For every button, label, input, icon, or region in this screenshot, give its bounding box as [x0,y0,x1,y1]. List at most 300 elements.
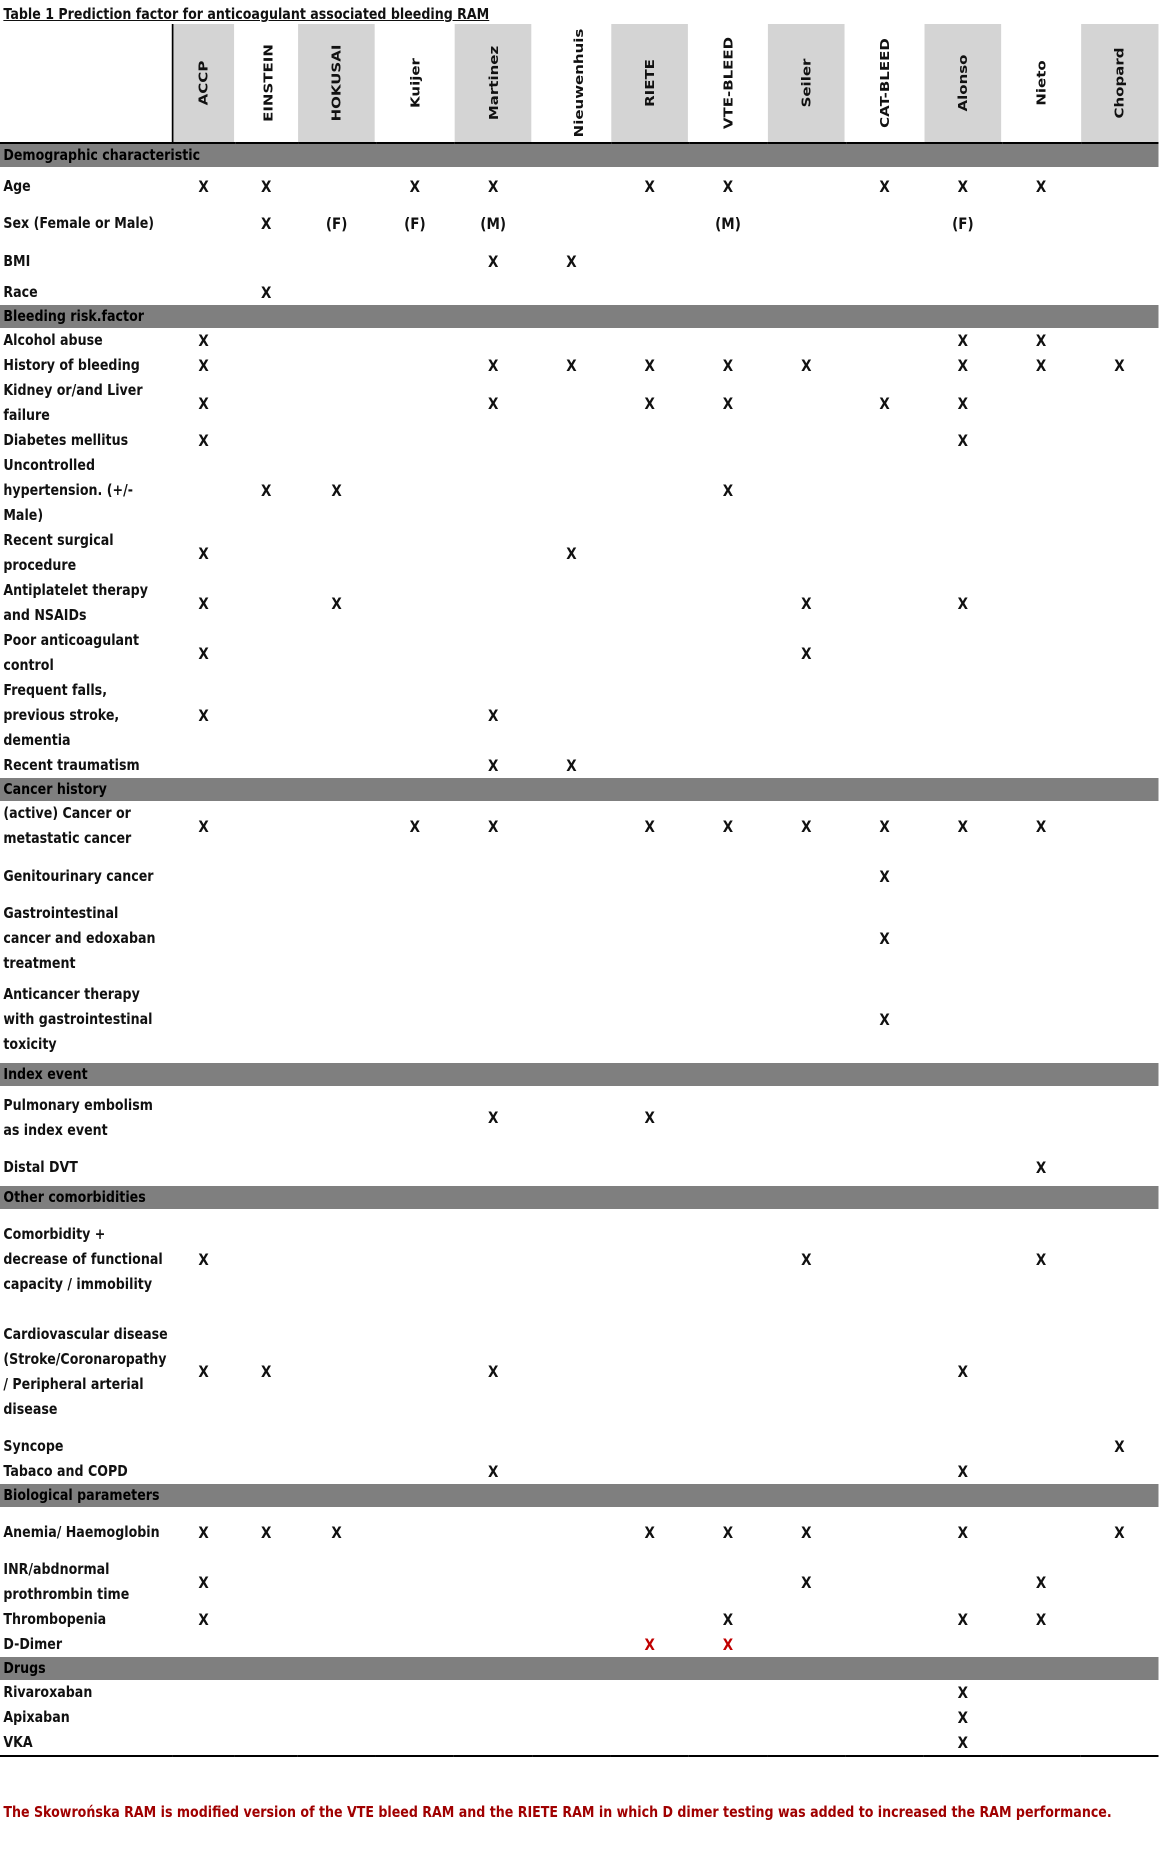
mark-cell: X [409,176,421,196]
mark-cell [845,528,923,578]
footnote: The Skowrońska RAM is modified version of the VTE bleed RAM and the RIETE RAM in which D dimer testing was added to increased the RAM performance. [3,1803,1112,1821]
table-row [0,678,1159,753]
mark-cell: (F) [404,214,426,233]
mark-cell [767,1309,845,1434]
mark-cell: X [957,1362,969,1381]
mark-cell [532,1149,610,1186]
mark-cell [611,1730,689,1756]
mark-cell [235,1086,298,1149]
mark-cell [235,851,298,901]
mark-cell: X [722,176,734,196]
mark-cell: X [957,393,969,413]
corner-cell [0,24,172,143]
mark-cell [376,753,454,778]
mark-cell [845,1632,923,1657]
mark-cell [235,528,298,578]
mark-cell [767,976,845,1063]
mark-cell: (F) [325,214,348,233]
mark-cell: X [879,176,890,196]
mark-cell: X [801,1522,812,1542]
mark-cell: X [198,1249,209,1269]
mark-cell [924,1632,1002,1657]
mark-cell [767,1730,845,1756]
mark-cell [689,851,767,901]
mark-cell: X [957,176,969,196]
mark-cell: X [801,1249,812,1269]
table-row [0,1705,1159,1730]
mark-cell [1080,1680,1158,1705]
mark-cell: X [879,393,890,413]
mark-cell [689,976,767,1063]
mark-cell [532,1730,610,1756]
mark-cell: X [198,1522,209,1542]
mark-cell [297,801,375,851]
table-row [0,578,1159,628]
mark-cell: X [198,356,209,375]
row-label: Cardiovascular disease (Stroke/Coronaropathy / Peripheral arterial disease [3,1324,168,1418]
mark-cell: X [801,356,812,375]
row-label: Antiplatelet therapy and NSAIDs [3,581,148,624]
model-header-hokusai: HOKUSAI [297,24,375,143]
mark-cell [924,678,1002,753]
mark-cell: X [957,331,969,350]
mark-cell [845,1607,923,1632]
mark-cell [611,1607,689,1632]
mark-cell [1080,678,1158,753]
table-row [0,976,1159,1063]
mark-cell [845,1459,923,1484]
mark-cell: X [331,593,342,613]
model-header-accp: ACCP [172,24,235,143]
mark-cell [376,1086,454,1149]
mark-cell [845,678,923,753]
table-row [0,328,1159,353]
mark-cell [376,1632,454,1657]
mark-cell [1002,753,1080,778]
section-header-row [0,1657,1159,1680]
row-label: Recent surgical procedure [3,531,114,574]
table-row [0,1680,1159,1705]
mark-cell: X [879,816,890,836]
model-header-einstein: EINSTEIN [235,24,298,143]
table-row [0,1209,1159,1309]
section-header-row [0,778,1159,801]
mark-cell: X [722,481,734,500]
mark-cell [924,976,1002,1063]
mark-cell [924,1209,1002,1309]
mark-cell [376,1557,454,1607]
mark-cell [235,1434,298,1459]
section-title: Index event [0,1063,1159,1086]
mark-cell: X [260,176,272,196]
row-label: Frequent falls, previous stroke, dementia [3,681,120,749]
mark-cell: X [879,866,890,886]
mark-cell: X [1035,1610,1047,1629]
mark-cell: X [198,706,209,725]
mark-cell: X [566,756,577,775]
mark-cell [235,678,298,753]
mark-cell [297,528,375,578]
section-title: Other comorbidities [0,1186,1159,1209]
mark-cell [297,328,375,353]
mark-cell [1002,628,1080,678]
table-row [0,280,1159,305]
mark-cell [1080,976,1158,1063]
mark-cell [532,976,610,1063]
mark-cell [297,1607,375,1632]
mark-cell: X [1114,356,1125,375]
mark-cell [172,242,235,280]
mark-cell [1002,578,1080,628]
mark-cell [454,1209,532,1309]
row-label: Sex (Female or Male) [3,214,155,232]
table-row [0,378,1159,428]
model-header-martinez: Martinez [454,24,532,143]
mark-cell [611,901,689,976]
mark-cell [454,1632,532,1657]
mark-cell: X [957,356,969,375]
mark-cell [172,1730,235,1756]
mark-cell [845,578,923,628]
mark-cell [297,1149,375,1186]
mark-cell [1002,1309,1080,1434]
mark-cell [1002,901,1080,976]
mark-cell [235,1149,298,1186]
mark-cell [689,1309,767,1434]
mark-cell: X [331,1522,342,1542]
mark-cell [689,753,767,778]
mark-cell [845,1309,923,1434]
section-header-row [0,305,1159,328]
mark-cell [1080,578,1158,628]
mark-cell [235,328,298,353]
mark-cell [532,901,610,976]
mark-cell [172,205,235,242]
mark-cell [1002,976,1080,1063]
mark-cell [924,453,1002,528]
mark-cell: X [1035,816,1047,836]
mark-cell [1080,167,1158,205]
mark-cell: X [1035,331,1047,350]
mark-cell: X [722,1635,734,1654]
row-label: Kidney or/and Liver failure [3,381,143,424]
row-label: Comorbidity + decrease of functional capacity / immobility [3,1224,163,1293]
model-header-cat-bleed: CAT-BLEED [845,24,923,143]
mark-cell [689,1086,767,1149]
mark-cell [611,242,689,280]
row-label: Anticancer therapy with gastrointestinal toxicity [3,985,153,1053]
mark-cell [924,1557,1002,1607]
mark-cell [172,1086,235,1149]
mark-cell: X [566,356,577,375]
mark-cell [297,428,375,453]
mark-cell [767,1680,845,1705]
mark-cell [297,1209,375,1309]
mark-cell [1080,280,1158,305]
mark-cell [845,1434,923,1459]
mark-cell: X [1035,1249,1047,1269]
mark-cell [767,280,845,305]
mark-cell [172,1680,235,1705]
mark-cell [297,753,375,778]
mark-cell [376,1507,454,1557]
section-title: Drugs [0,1657,1159,1680]
mark-cell [1080,1309,1158,1434]
row-label: Genitourinary cancer [3,866,154,885]
mark-cell: X [198,431,209,450]
mark-cell [172,1705,235,1730]
mark-cell [235,1730,298,1756]
mark-cell [611,1309,689,1434]
mark-cell [532,1209,610,1309]
mark-cell [532,1459,610,1484]
section-title: Cancer history [0,778,1159,801]
mark-cell [1080,1209,1158,1309]
table-row [0,453,1159,528]
mark-cell: X [957,593,969,613]
mark-cell [376,1149,454,1186]
mark-cell [924,1434,1002,1459]
mark-cell [767,1149,845,1186]
mark-cell [924,1086,1002,1149]
mark-cell [845,453,923,528]
mark-cell [924,901,1002,976]
mark-cell [1080,453,1158,528]
mark-cell [1080,1730,1158,1756]
mark-cell [235,428,298,453]
table-row [0,1730,1159,1756]
mark-cell [297,1557,375,1607]
mark-cell [454,1507,532,1557]
mark-cell [767,1705,845,1730]
mark-cell [1080,801,1158,851]
mark-cell [611,578,689,628]
mark-cell [1002,851,1080,901]
mark-cell [172,453,235,528]
row-label: VKA [0,1730,172,1756]
mark-cell [1080,1086,1158,1149]
mark-cell [845,205,923,242]
mark-cell: X [957,816,969,836]
mark-cell [1080,1149,1158,1186]
mark-cell [689,1434,767,1459]
mark-cell [845,1507,923,1557]
mark-cell [235,1209,298,1309]
mark-cell: X [957,431,969,450]
mark-cell [689,328,767,353]
mark-cell [454,528,532,578]
mark-cell: X [260,481,272,500]
mark-cell [376,1459,454,1484]
mark-cell [297,1680,375,1705]
mark-cell: X [644,1522,655,1542]
mark-cell [767,428,845,453]
mark-cell [172,1434,235,1459]
mark-cell: X [1035,176,1047,196]
row-label: Recent traumatism [3,756,140,774]
model-header-nieto: Nieto [1002,24,1080,143]
mark-cell: (M) [480,214,507,233]
row-label: Diabetes mellitus [3,431,129,449]
table-row [0,753,1159,778]
mark-cell: X [644,1635,655,1654]
mark-cell [611,328,689,353]
mark-cell [1002,242,1080,280]
mark-cell [611,428,689,453]
mark-cell [297,1705,375,1730]
mark-cell [1002,678,1080,753]
mark-cell [376,528,454,578]
mark-cell: X [957,1522,969,1542]
mark-cell: X [1035,1572,1047,1592]
mark-cell [297,1309,375,1434]
mark-cell [924,753,1002,778]
mark-cell [376,453,454,528]
table-row [0,1459,1159,1484]
mark-cell [297,976,375,1063]
mark-cell [611,976,689,1063]
section-header-row [0,1484,1159,1507]
mark-cell [845,353,923,378]
mark-cell [611,1209,689,1309]
mark-cell: X [957,1462,969,1481]
mark-cell: X [260,283,272,302]
table-row [0,1149,1159,1186]
mark-cell [235,1632,298,1657]
mark-cell: X [722,356,734,375]
mark-cell [376,242,454,280]
table-row [0,851,1159,901]
row-label: D-Dimer [3,1635,63,1653]
mark-cell [767,453,845,528]
mark-cell [1080,528,1158,578]
mark-cell [235,1705,298,1730]
mark-cell [924,628,1002,678]
row-label: History of bleeding [3,356,140,374]
row-label: BMI [3,251,31,270]
mark-cell [1002,1086,1080,1149]
mark-cell: X [198,643,209,663]
mark-cell: X [260,1362,272,1381]
mark-cell [235,976,298,1063]
mark-cell [845,328,923,353]
mark-cell [235,801,298,851]
mark-cell: X [487,1462,499,1481]
mark-cell [689,1680,767,1705]
mark-cell: (M) [715,214,741,233]
mark-cell [1002,378,1080,428]
mark-cell [1080,901,1158,976]
table-row [0,1507,1159,1557]
table-row [0,428,1159,453]
mark-cell [297,851,375,901]
mark-cell [924,528,1002,578]
mark-cell: X [879,1010,890,1029]
mark-cell [376,353,454,378]
table-row [0,528,1159,578]
row-label: Alcohol abuse [3,331,103,349]
mark-cell [376,1309,454,1434]
mark-cell: (F) [952,214,974,233]
mark-cell: X [879,929,890,948]
mark-cell [297,1730,375,1756]
mark-cell [297,1434,375,1459]
mark-cell [235,1459,298,1484]
mark-cell [172,753,235,778]
mark-cell [532,1557,610,1607]
mark-cell [1002,528,1080,578]
mark-cell [1002,1705,1080,1730]
mark-cell [235,242,298,280]
mark-cell [454,1557,532,1607]
row-label: Apixaban [3,1708,70,1726]
mark-cell [235,628,298,678]
table-row [0,167,1159,205]
mark-cell [1002,453,1080,528]
mark-cell [376,428,454,453]
mark-cell: X [198,593,209,613]
mark-cell [767,901,845,976]
mark-cell [767,378,845,428]
mark-cell: X [722,1522,734,1542]
mark-cell: X [1114,1522,1125,1542]
mark-cell [845,1209,923,1309]
row-label: Syncope [3,1437,64,1455]
model-header-chopard: Chopard [1080,24,1158,143]
mark-cell [689,1209,767,1309]
mark-cell: X [487,1108,499,1127]
mark-cell: X [801,593,812,613]
mark-cell [454,280,532,305]
mark-cell [532,1607,610,1632]
mark-cell: X [722,1610,734,1629]
mark-cell [376,1705,454,1730]
mark-cell [376,1434,454,1459]
mark-cell [767,328,845,353]
mark-cell [611,753,689,778]
mark-cell [454,628,532,678]
mark-cell [454,901,532,976]
mark-cell [689,242,767,280]
mark-cell [454,1607,532,1632]
row-label: Poor anticoagulant control [3,631,140,674]
mark-cell [689,901,767,976]
mark-cell: X [198,1572,209,1592]
mark-cell [1002,428,1080,453]
table-row [0,242,1159,280]
mark-cell: X [1035,1158,1047,1177]
mark-cell [297,678,375,753]
mark-cell [1002,280,1080,305]
bleeding-ram-table [0,24,1159,1757]
mark-cell [1080,628,1158,678]
mark-cell [1002,1507,1080,1557]
mark-cell: X [487,393,499,413]
mark-cell [845,1557,923,1607]
mark-cell [1080,428,1158,453]
mark-cell [1080,753,1158,778]
mark-cell [845,628,923,678]
mark-cell [235,901,298,976]
mark-cell [924,1149,1002,1186]
mark-cell: X [644,176,655,196]
mark-cell [767,1607,845,1632]
mark-cell [611,453,689,528]
mark-cell [376,1680,454,1705]
mark-cell: X [722,393,734,413]
mark-cell: X [957,1610,969,1629]
mark-cell [767,1459,845,1484]
